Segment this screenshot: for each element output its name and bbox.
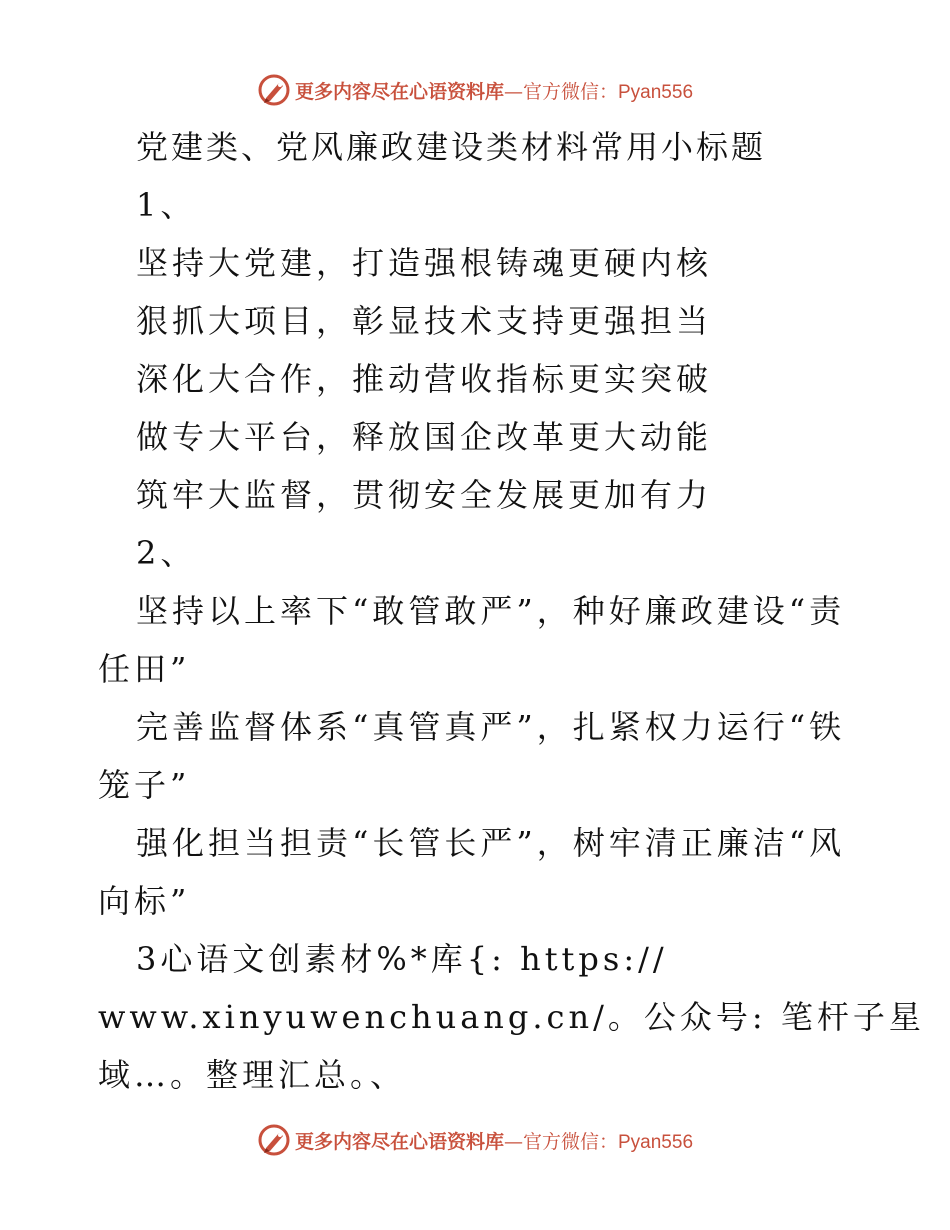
watermark-wechat: 官方微信：Pyan556	[523, 1131, 694, 1153]
watermark-banner-top	[0, 72, 950, 108]
list-item-continuation: 任田”	[98, 650, 191, 688]
section-number-1: 1、	[136, 186, 197, 224]
watermark-text	[295, 77, 693, 104]
pen-logo-icon	[257, 73, 291, 107]
watermark-wechat: 官方微信：Pyan556	[523, 81, 694, 103]
list-item-line: 坚持以上率下“敢管敢严”，种好廉政建设“责	[136, 592, 846, 630]
list-item	[98, 582, 858, 698]
list-item: 筑牢大监督，贯彻安全发展更加有力	[136, 476, 713, 514]
footer-line-2: www.xinyuwenchuang.cn/。公众号: 笔杆子星	[98, 998, 925, 1036]
list-item	[98, 814, 858, 930]
section-number-2: 2、	[136, 534, 197, 572]
list-item-line: 完善监督体系“真管真严”，扎紧权力运行“铁	[136, 708, 846, 746]
list-item-continuation: 向标”	[98, 882, 191, 920]
watermark-dash: —	[504, 80, 523, 103]
footer-line-1: 3心语文创素材%*库{: https://	[136, 940, 668, 978]
watermark-banner-bottom	[0, 1122, 950, 1158]
watermark-brand: 更多内容尽在心语资料库	[294, 1130, 504, 1153]
footer-line-3: 域…。整理汇总。、	[98, 1056, 407, 1094]
watermark-dash: —	[504, 1130, 523, 1153]
list-item-line: 强化担当担责“长管长严”，树牢清正廉洁“风	[136, 824, 846, 862]
list-item-continuation: 笼子”	[98, 766, 191, 804]
list-item: 坚持大党建，打造强根铸魂更硬内核	[136, 244, 713, 282]
watermark-brand: 更多内容尽在心语资料库	[294, 80, 504, 103]
list-item: 做专大平台，释放国企改革更大动能	[136, 418, 713, 456]
document-body	[98, 118, 925, 1104]
watermark-text	[295, 1127, 693, 1154]
pen-logo-icon	[257, 1123, 291, 1157]
list-item	[98, 698, 858, 814]
document-title: 党建类、党风廉政建设类材料常用小标题	[136, 128, 767, 166]
list-item: 狠抓大项目，彰显技术支持更强担当	[136, 302, 713, 340]
list-item: 深化大合作，推动营收指标更实突破	[136, 360, 713, 398]
